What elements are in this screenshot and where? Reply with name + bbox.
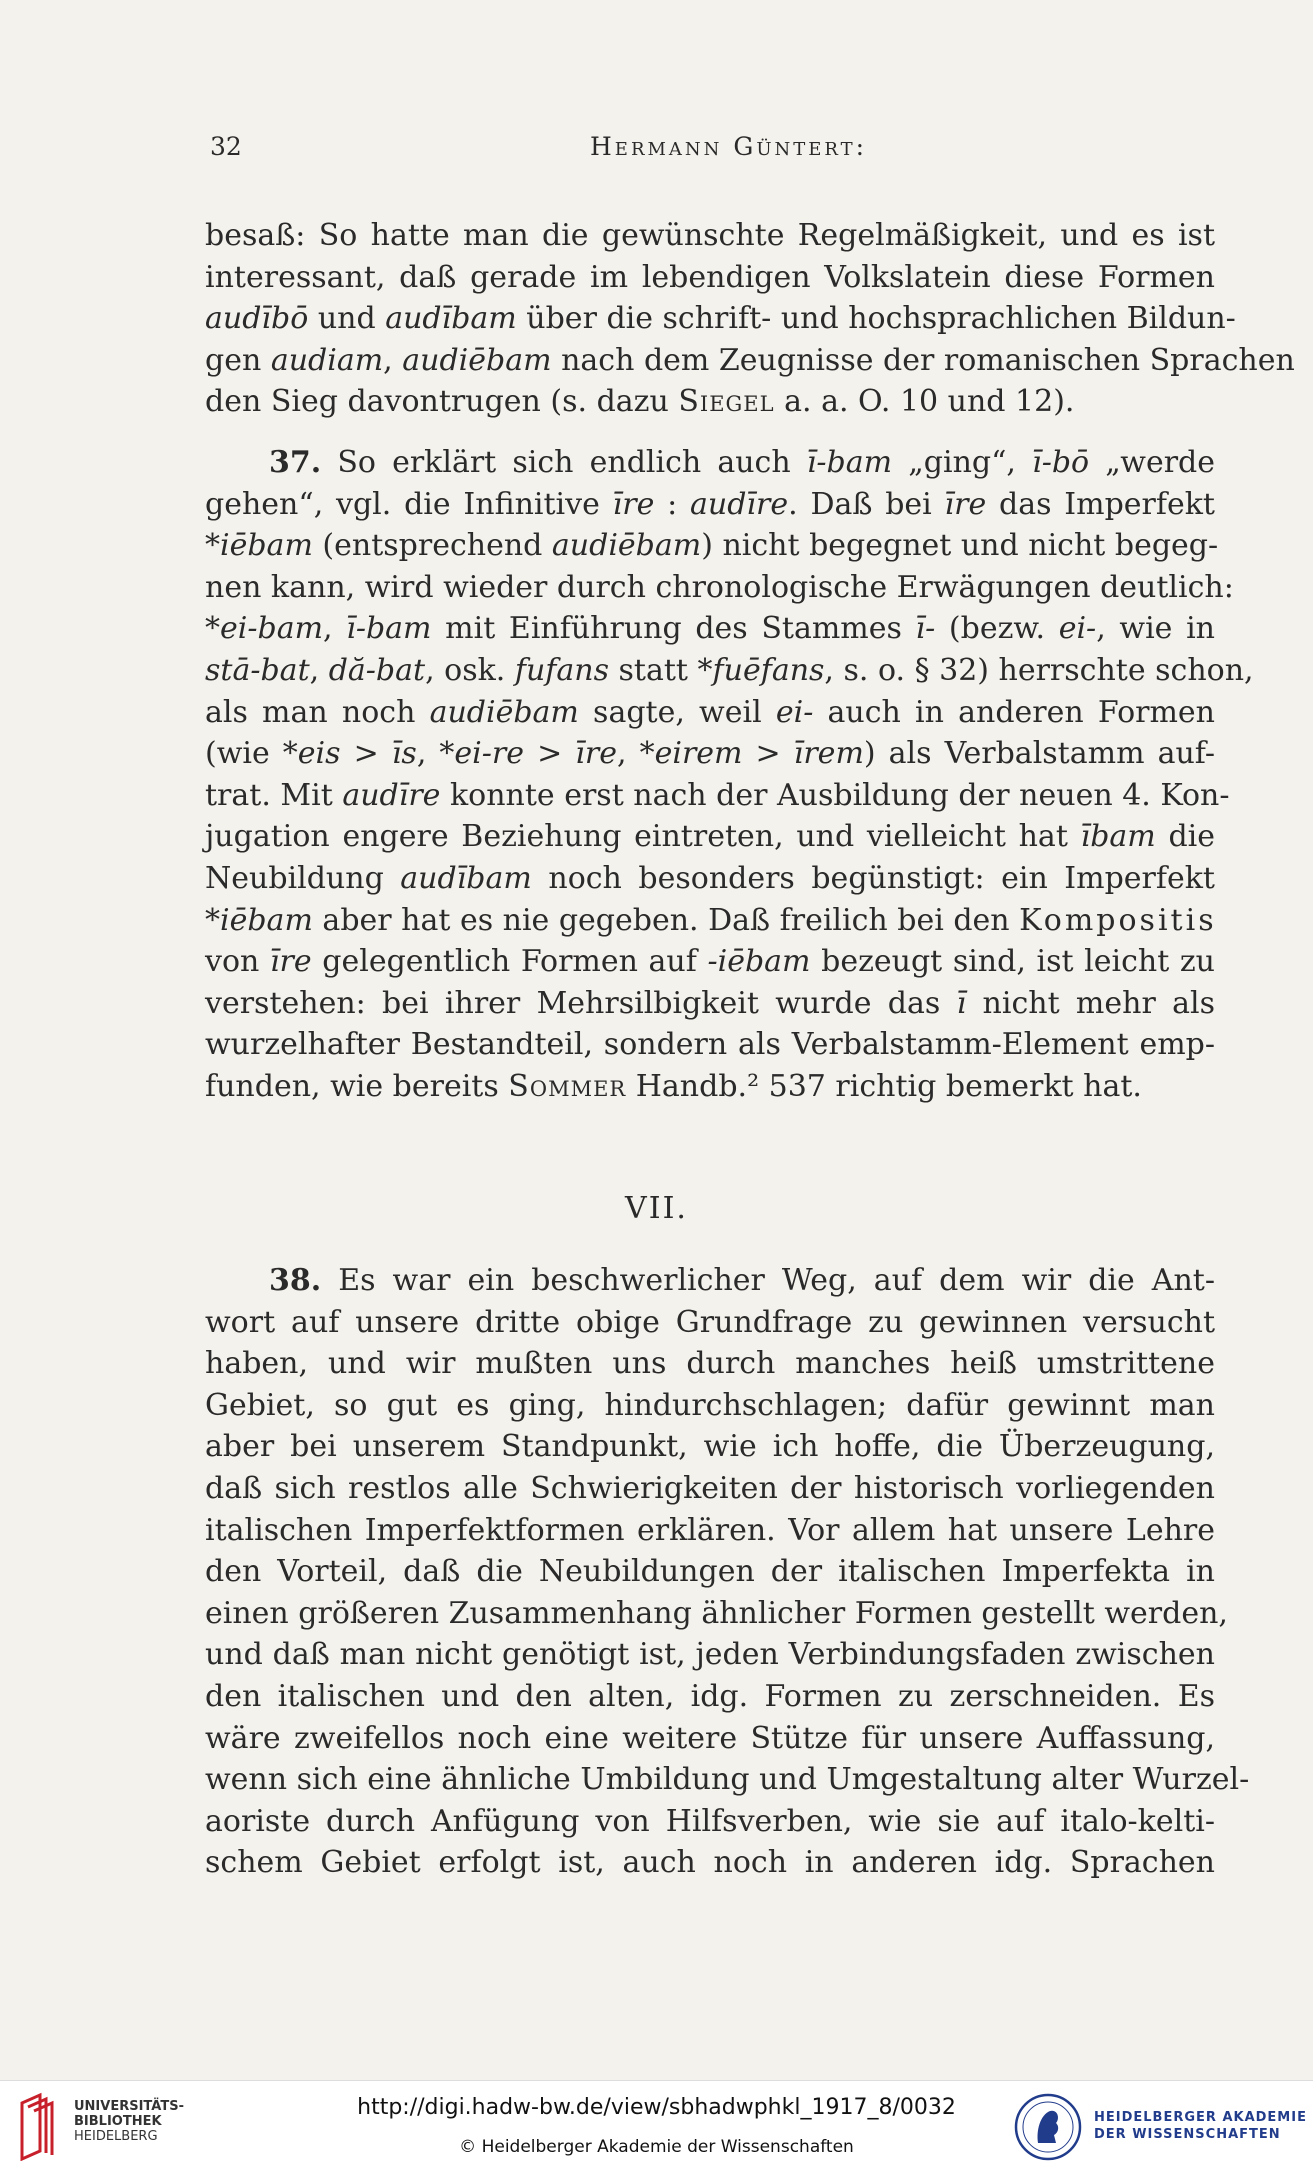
paragraph-continuation xyxy=(205,215,1295,423)
text-line: haben, und wir mußten uns durch manches heiß umstrittene xyxy=(205,1346,1215,1382)
text-line: wenn sich eine ähnliche Umbildung und Umgestaltung alter Wurzel- xyxy=(205,1762,1250,1798)
university-library-name: UNIVERSITÄTS- BIBLIOTHEK HEIDELBERG xyxy=(74,2099,184,2144)
paragraph-37 xyxy=(205,442,1254,1108)
paragraph-38 xyxy=(205,1260,1250,1884)
text-line: nen kann, wird wieder durch chronologische Erwägungen deutlich: xyxy=(205,569,1234,605)
text-line: audībō und audībam über die schrift- und hochsprachlichen Bildun- xyxy=(205,301,1236,337)
paragraph-number: 38. xyxy=(269,1263,322,1298)
text-line: schem Gebiet erfolgt ist, auch noch in anderen idg. Sprachen xyxy=(205,1845,1215,1881)
academy-seal-icon xyxy=(1014,2093,1082,2161)
section-heading: VII. xyxy=(625,1191,688,1226)
text-line: daß sich restlos alle Schwierigkeiten der historisch vorliegenden xyxy=(205,1470,1215,1506)
text-line: *iēbam aber hat es nie gegeben. Daß freilich bei den Kompositis xyxy=(205,902,1217,938)
viewer-footer xyxy=(0,2080,1313,2177)
text-line: *iēbam (entsprechend audiēbam) nicht begegnet und nicht begeg- xyxy=(205,528,1219,564)
text-line: Gebiet, so gut es ging, hindurchschlagen; dafür gewinnt man xyxy=(205,1387,1215,1423)
text-line: interessant, daß gerade im lebendigen Volkslatein diese Formen xyxy=(205,259,1215,295)
text-line: als man noch audiēbam sagte, weil ei- auch in anderen Formen xyxy=(205,694,1215,730)
text-line: wäre zweifellos noch eine weitere Stütze für unsere Auffassung, xyxy=(205,1720,1215,1756)
text-line: funden, wie bereits Sommer Handb.² 537 richtig bemerkt hat. xyxy=(205,1068,1142,1104)
text-line: verstehen: bei ihrer Mehrsilbigkeit wurde das ī nicht mehr als xyxy=(205,985,1215,1021)
text-line: gen audiam, audiēbam nach dem Zeugnisse der romanischen Sprachen xyxy=(205,342,1295,378)
text-line: den Sieg davontrugen (s. dazu Siegel a. a. O. 10 und 12). xyxy=(205,384,1075,420)
text-line: (wie *eis > īs, *ei-re > īre, *eirem > īrem) als Verbalstamm auf- xyxy=(205,736,1215,772)
text-line: und daß man nicht genötigt ist, jeden Verbindungsfaden zwischen xyxy=(205,1637,1215,1673)
text-line: jugation engere Beziehung eintreten, und vielleicht hat ībam die xyxy=(205,819,1215,855)
text-line: einen größeren Zusammenhang ähnlicher Formen gestellt werden, xyxy=(205,1595,1228,1631)
text-line: den Vorteil, daß die Neubildungen der italischen Imperfekta in xyxy=(205,1554,1215,1590)
text-line: wurzelhafter Bestandteil, sondern als Verbalstamm-Element emp- xyxy=(205,1027,1215,1063)
text-line: 38. Es war ein beschwerlicher Weg, auf dem wir die Ant- xyxy=(269,1263,1215,1298)
text-line: besaß: So hatte man die gewünschte Regelmäßigkeit, und es ist xyxy=(205,218,1215,253)
text-line: trat. Mit audīre konnte erst nach der Ausbildung der neuen 4. Kon- xyxy=(205,777,1230,813)
text-line: aber bei unserem Standpunkt, wie ich hoffe, die Überzeugung, xyxy=(205,1429,1215,1465)
text-line: *ei-bam, ī-bam mit Einführung des Stammes ī- (bezw. ei-, wie in xyxy=(205,611,1215,647)
running-header xyxy=(210,132,1210,172)
text-line: Neubildung audībam noch besonders begünstigt: ein Imperfekt xyxy=(205,860,1215,896)
text-line: von īre gelegentlich Formen auf -iēbam bezeugt sind, ist leicht zu xyxy=(205,944,1215,980)
academy-name: HEIDELBERGER AKADEMIE DER WISSENSCHAFTEN xyxy=(1094,2110,1307,2142)
text-line: stā-bat, dă-bat, osk. fufans statt *fuēfans, s. o. § 32) herrschte schon, xyxy=(205,652,1254,688)
text-line: wort auf unsere dritte obige Grundfrage zu gewinnen versucht xyxy=(205,1304,1215,1340)
paragraph-number: 37. xyxy=(269,445,322,480)
text-line: aoriste durch Anfügung von Hilfsverben, wie sie auf italo-kelti- xyxy=(205,1803,1215,1839)
copyright-notice: © Heidelberger Akademie der Wissenschaften xyxy=(459,2137,854,2157)
running-title-author: Hermann Güntert: xyxy=(590,132,868,161)
text-line: italischen Imperfektformen erklären. Vor allem hat unsere Lehre xyxy=(205,1512,1215,1548)
page-number: 32 xyxy=(210,132,242,161)
text-line: den italischen und den alten, idg. Formen zu zerschneiden. Es xyxy=(205,1678,1215,1714)
source-url-link[interactable]: http://digi.hadw-bw.de/view/sbhadwphkl_1917_8/0032 xyxy=(357,2095,956,2120)
text-line: gehen“, vgl. die Infinitive īre : audīre. Daß bei īre das Imperfekt xyxy=(205,486,1215,522)
text-line: 37. So erklärt sich endlich auch ī-bam „ging“, ī-bō „werde xyxy=(269,445,1215,480)
